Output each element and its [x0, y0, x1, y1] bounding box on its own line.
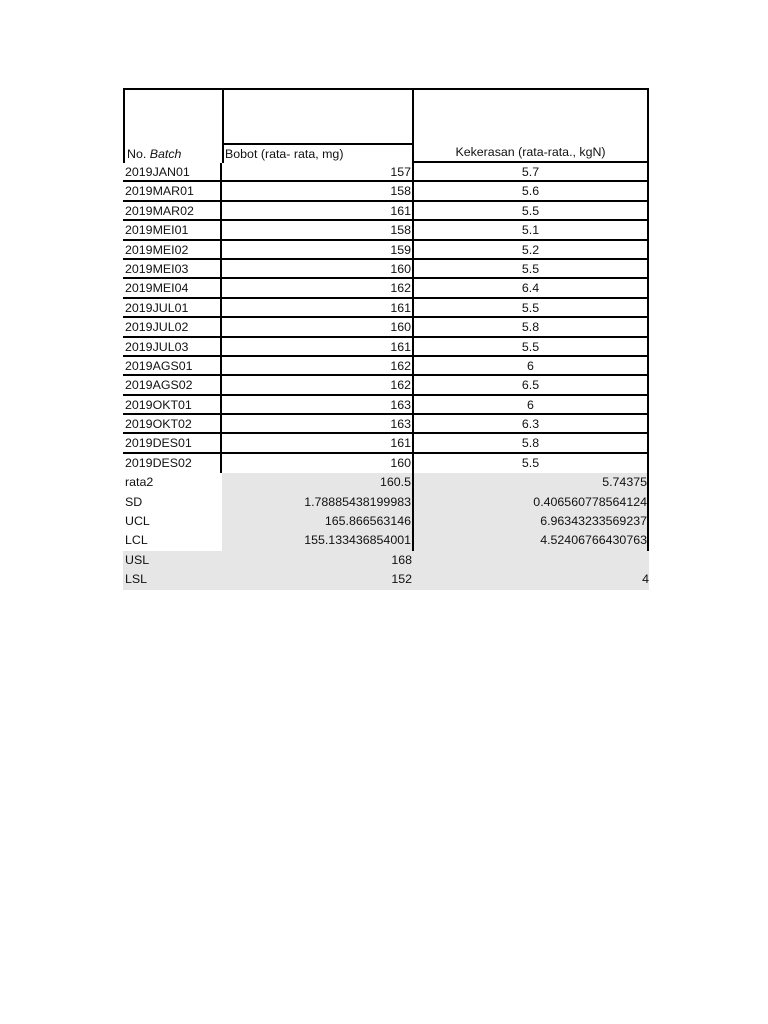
stat-bobot-cell[interactable]: 1.78885438199983 — [222, 493, 414, 512]
stat-bobot-cell[interactable]: 160.5 — [222, 473, 414, 492]
stat-row — [123, 531, 649, 550]
stat-kekerasan-cell[interactable]: 4 — [414, 570, 649, 589]
kekerasan-cell[interactable]: 6 — [414, 396, 649, 415]
table-row — [123, 279, 649, 298]
table-row — [123, 241, 649, 260]
stat-label-cell[interactable]: USL — [123, 551, 222, 570]
stat-row — [123, 473, 649, 492]
bobot-cell[interactable]: 160 — [222, 260, 414, 279]
data-rows — [123, 163, 649, 473]
kekerasan-cell[interactable]: 5.5 — [414, 338, 649, 357]
table-row — [123, 434, 649, 453]
stat-label-cell[interactable]: LSL — [123, 570, 222, 589]
stat-label-cell[interactable]: rata2 — [123, 473, 222, 492]
bobot-cell[interactable]: 161 — [222, 434, 414, 453]
stat-kekerasan-cell[interactable]: 4.52406766430763 — [414, 531, 649, 550]
stat-row — [123, 512, 649, 531]
kekerasan-cell[interactable]: 6.5 — [414, 376, 649, 395]
header-row — [123, 88, 649, 163]
stat-bobot-cell[interactable]: 165.866563146 — [222, 512, 414, 531]
stat-bobot-cell[interactable]: 155.133436854001 — [222, 531, 414, 550]
batch-cell[interactable]: 2019MEI01 — [123, 221, 222, 240]
batch-cell[interactable]: 2019DES01 — [123, 434, 222, 453]
table-row — [123, 202, 649, 221]
batch-cell[interactable]: 2019AGS02 — [123, 376, 222, 395]
table-row — [123, 415, 649, 434]
header-batch-prefix: No. — [127, 147, 150, 161]
table-row — [123, 299, 649, 318]
stat-kekerasan-cell[interactable] — [414, 551, 649, 570]
table-row — [123, 454, 649, 473]
batch-cell[interactable]: 2019MAR01 — [123, 182, 222, 201]
batch-cell[interactable]: 2019OKT01 — [123, 396, 222, 415]
stat-bobot-cell[interactable]: 168 — [222, 551, 414, 570]
bobot-cell[interactable]: 162 — [222, 279, 414, 298]
kekerasan-cell[interactable]: 5.8 — [414, 318, 649, 337]
table-row — [123, 396, 649, 415]
bobot-cell[interactable]: 163 — [222, 415, 414, 434]
bobot-cell[interactable]: 162 — [222, 357, 414, 376]
batch-cell[interactable]: 2019MEI03 — [123, 260, 222, 279]
stat-rows — [123, 473, 649, 589]
table-row — [123, 338, 649, 357]
table-row — [123, 376, 649, 395]
stat-kekerasan-cell[interactable]: 0.406560778564124 — [414, 493, 649, 512]
kekerasan-cell[interactable]: 5.5 — [414, 202, 649, 221]
batch-cell[interactable]: 2019MEI04 — [123, 279, 222, 298]
batch-cell[interactable]: 2019DES02 — [123, 454, 222, 473]
header-kekerasan[interactable] — [414, 88, 649, 163]
kekerasan-cell[interactable]: 6.4 — [414, 279, 649, 298]
bobot-cell[interactable]: 161 — [222, 299, 414, 318]
bobot-cell[interactable]: 158 — [222, 182, 414, 201]
spreadsheet-table — [123, 88, 649, 590]
table-row — [123, 163, 649, 182]
batch-cell[interactable]: 2019JAN01 — [123, 163, 222, 182]
bobot-cell[interactable]: 161 — [222, 202, 414, 221]
batch-cell[interactable]: 2019JUL03 — [123, 338, 222, 357]
kekerasan-cell[interactable]: 6 — [414, 357, 649, 376]
header-batch[interactable] — [123, 88, 222, 163]
kekerasan-cell[interactable]: 5.2 — [414, 241, 649, 260]
stat-kekerasan-cell[interactable]: 5.74375 — [414, 473, 649, 492]
batch-cell[interactable]: 2019OKT02 — [123, 415, 222, 434]
kekerasan-cell[interactable]: 5.5 — [414, 299, 649, 318]
table-row — [123, 357, 649, 376]
stat-row — [123, 551, 649, 570]
table-row — [123, 182, 649, 201]
kekerasan-cell[interactable]: 5.5 — [414, 454, 649, 473]
bobot-cell[interactable]: 162 — [222, 376, 414, 395]
batch-cell[interactable]: 2019MEI02 — [123, 241, 222, 260]
stat-bobot-cell[interactable]: 152 — [222, 570, 414, 589]
batch-cell[interactable]: 2019MAR02 — [123, 202, 222, 221]
bobot-cell[interactable]: 157 — [222, 163, 414, 182]
kekerasan-cell[interactable]: 5.8 — [414, 434, 649, 453]
bobot-cell[interactable]: 161 — [222, 338, 414, 357]
stat-label-cell[interactable]: SD — [123, 493, 222, 512]
bobot-cell[interactable]: 158 — [222, 221, 414, 240]
table-row — [123, 318, 649, 337]
stat-row — [123, 570, 649, 589]
bobot-cell[interactable]: 159 — [222, 241, 414, 260]
batch-cell[interactable]: 2019JUL01 — [123, 299, 222, 318]
kekerasan-cell[interactable]: 5.7 — [414, 163, 649, 182]
stat-label-cell[interactable]: UCL — [123, 512, 222, 531]
stat-row — [123, 493, 649, 512]
table-row — [123, 260, 649, 279]
bobot-cell[interactable]: 163 — [222, 396, 414, 415]
header-kekerasan-label: Kekerasan (rata-rata., kgN) — [455, 145, 606, 159]
batch-cell[interactable]: 2019AGS01 — [123, 357, 222, 376]
header-batch-italic: Batch — [149, 147, 182, 161]
kekerasan-cell[interactable]: 5.5 — [414, 260, 649, 279]
table-row — [123, 221, 649, 240]
kekerasan-cell[interactable]: 5.6 — [414, 182, 649, 201]
kekerasan-cell[interactable]: 5.1 — [414, 221, 649, 240]
header-bobot-label: Bobot (rata- rata, mg) — [225, 147, 344, 161]
stat-kekerasan-cell[interactable]: 6.96343233569237 — [414, 512, 649, 531]
stat-label-cell[interactable]: LCL — [123, 531, 222, 550]
batch-cell[interactable]: 2019JUL02 — [123, 318, 222, 337]
header-bobot[interactable] — [222, 88, 414, 163]
bobot-cell[interactable]: 160 — [222, 454, 414, 473]
kekerasan-cell[interactable]: 6.3 — [414, 415, 649, 434]
bobot-cell[interactable]: 160 — [222, 318, 414, 337]
